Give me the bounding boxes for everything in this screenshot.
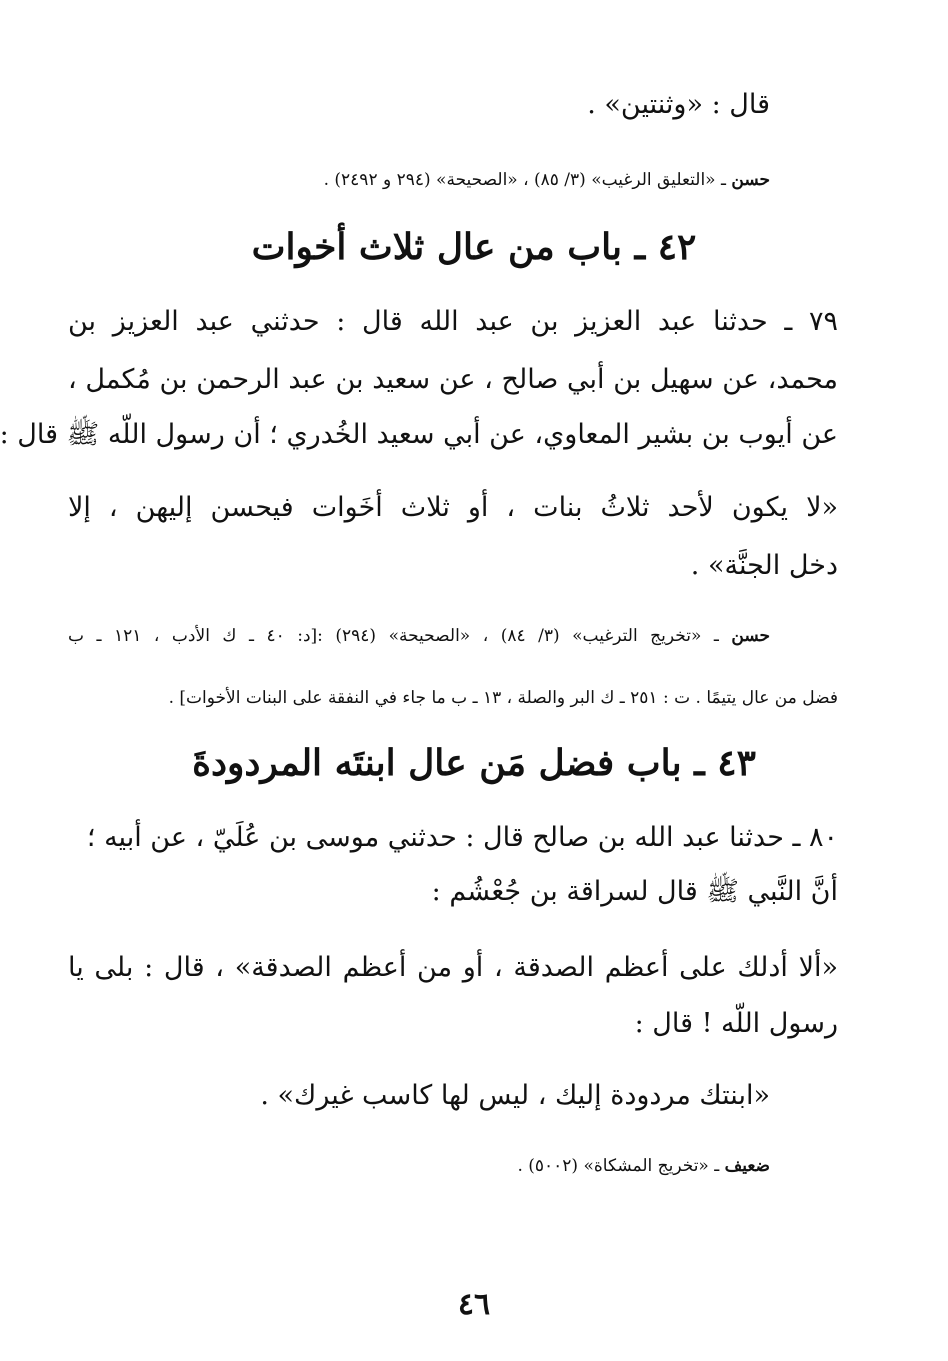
hadith-79-line-1: ٧٩ ـ حدثنا عبد العزيز بن عبد الله قال : حدثني عبد العزيز بن <box>68 306 838 337</box>
hadith-80-line-1: ٨٠ ـ حدثنا عبد الله بن صالح قال : حدثني موسى بن عُلَيّ ، عن أبيه ؛ <box>86 822 838 853</box>
footnote-line <box>60 166 770 194</box>
grade-label: حسن <box>731 170 770 190</box>
footnote-text: ـ «تخريج الترغيب» (٣/ ٨٤) ، «الصحيحة» (٢٩٤) :[د: ٤٠ ـ ك الأدب ، ١٢١ ـ ب <box>68 626 732 646</box>
hadith-80-line-4: رسول اللّه ! قال : <box>634 1008 838 1039</box>
hadith-80-line-2: أنَّ النَّبي ﷺ قال لسراقة بن جُعْشُم : <box>431 876 838 907</box>
hadith-79-line-3: عن أيوب بن بشير المعاوي، عن أبي سعيد الخُدري ؛ أن رسول اللّه ﷺ قال : <box>0 419 838 450</box>
hadith-80-line-5: «ابنتك مردودة إليك ، ليس لها كاسب غيرك» . <box>260 1080 770 1111</box>
chapter-heading-42: ٤٢ ـ باب من عال ثلاث أخوات <box>251 226 697 268</box>
footnote-79-line-1 <box>68 622 770 650</box>
hadith-79-line-5: دخل الجنَّة» . <box>690 550 838 581</box>
hadith-79-line-2: محمد، عن سهيل بن أبي صالح ، عن سعيد بن عبد الرحمن بن مُكمل ، <box>68 364 838 395</box>
page-number: ٤٦ <box>457 1287 491 1322</box>
footnote-text: ـ «التعليق الرغيب» (٣/ ٨٥) ، «الصحيحة» (٢٩٤ و ٢٤٩٢) . <box>323 170 732 190</box>
footnote-79-line-2: فضل من عال يتيمًا . ت : ٢٥١ ـ ك البر والصلة ، ١٣ ـ ب ما جاء في النفقة على البنات الأخوات] . <box>168 688 838 708</box>
grade-label: حسن <box>731 626 770 646</box>
qal-text: قال : «وثنتين» . <box>587 89 770 120</box>
grade-label: ضعيف <box>724 1156 770 1176</box>
text-line-qal <box>60 85 770 125</box>
footnote-80-line <box>60 1152 770 1180</box>
hadith-80-line-3: «ألا أدلك على أعظم الصدقة ، أو من أعظم الصدقة» ، قال : بلى يا <box>68 952 838 983</box>
footnote-text: ـ «تخريج المشكاة» (٥٠٠٢) . <box>517 1156 725 1176</box>
chapter-heading-43: ٤٣ ـ باب فضل مَن عال ابنتَه المردودةَ <box>192 742 756 784</box>
hadith-79-line-4: «لا يكون لأحد ثلاثُ بنات ، أو ثلاث أخَوات فيحسن إليهن ، إلا <box>68 492 838 523</box>
